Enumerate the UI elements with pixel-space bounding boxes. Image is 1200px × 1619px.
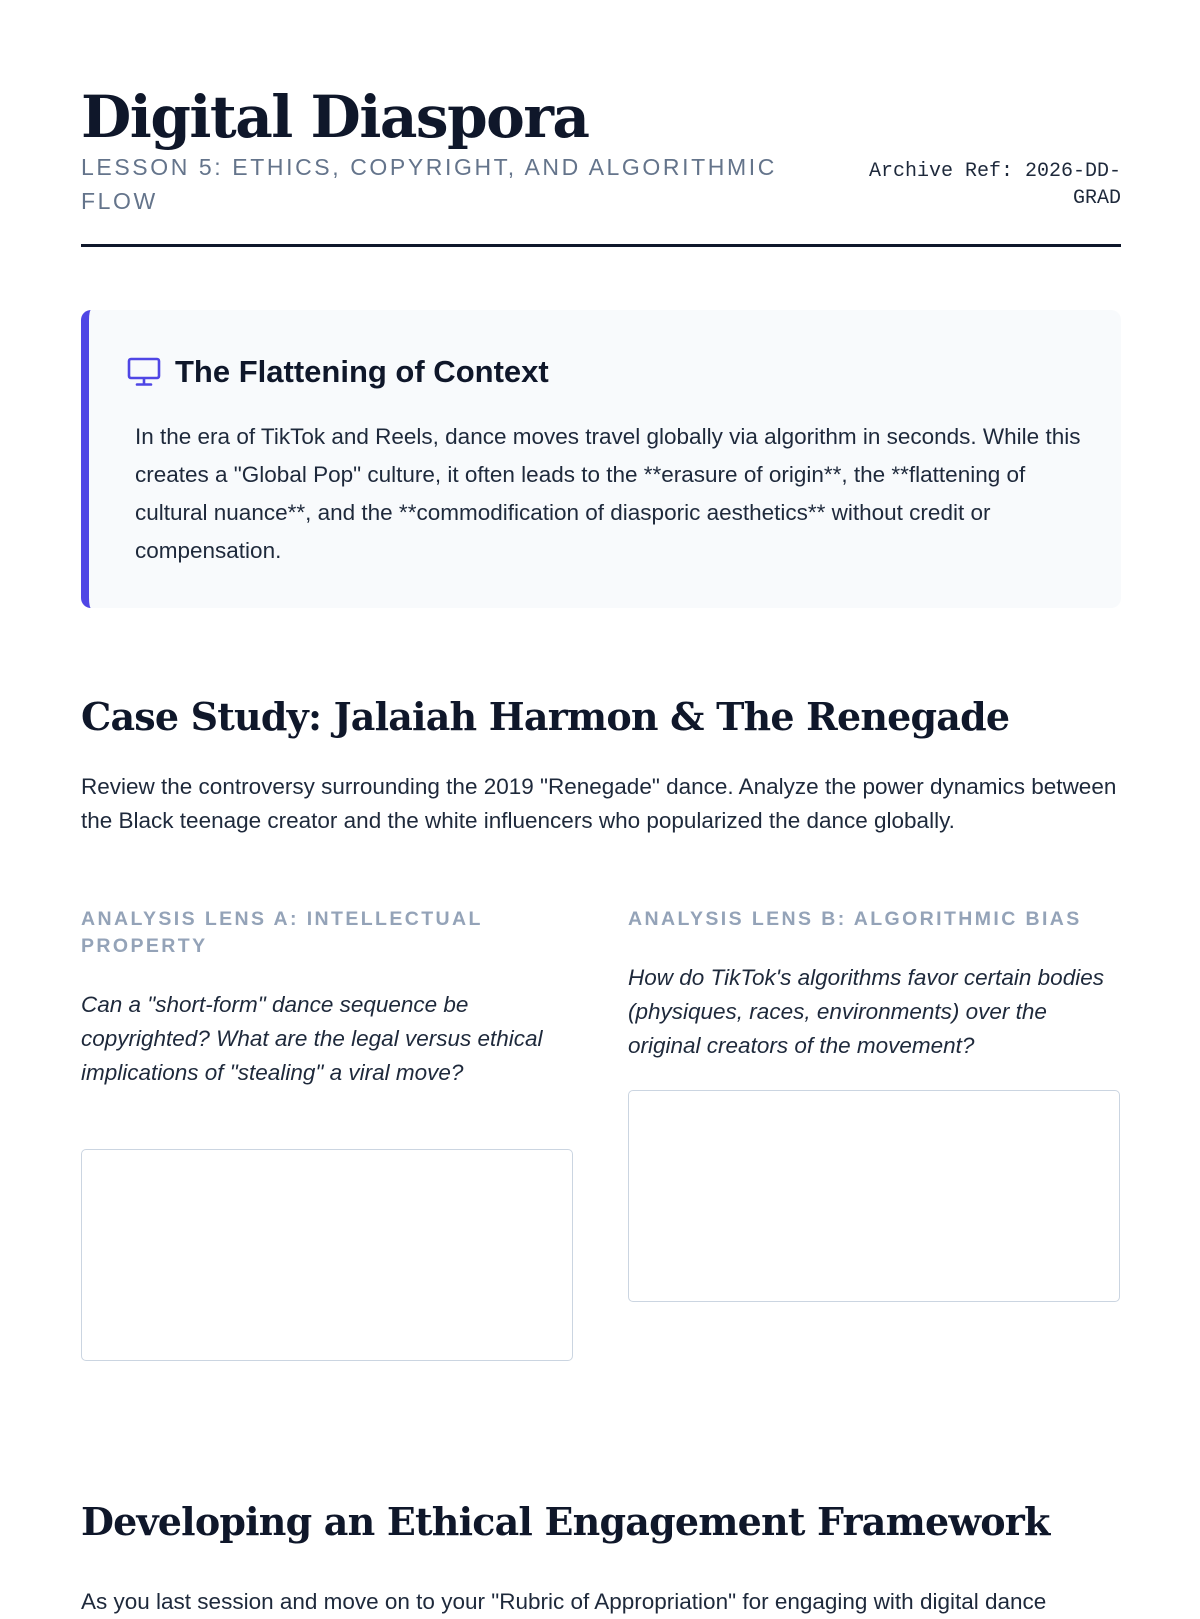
case-study-title: Case Study: Jalaiah Harmon & The Renegade <box>81 694 1010 739</box>
framework-title: Developing an Ethical Engagement Framework <box>81 1499 1050 1544</box>
lesson-subtitle: LESSON 5: ETHICS, COPYRIGHT, AND ALGORITHMIC FLOW <box>81 154 777 214</box>
analysis-lens-b <box>628 906 1120 1063</box>
case-study-body: Review the controversy surrounding the 2019 "Renegade" dance. Analyze the power dynamics between the Black teenage creator and the white influencers who popularized the dance globally. <box>81 774 1117 833</box>
lens-b-question: How do TikTok's algorithms favor certain bodies (physiques, races, environments) over the original creators of the movement? <box>628 965 1104 1058</box>
framework-body: As you last session and move on to your "Rubric of Appropriation" for engaging with digital dance <box>81 1589 1047 1614</box>
context-callout <box>81 310 1121 608</box>
page-header <box>81 82 1121 247</box>
lens-a-answer-box[interactable] <box>81 1149 573 1361</box>
lens-a-label: ANALYSIS LENS A: INTELLECTUAL PROPERTY <box>81 908 483 957</box>
lens-b-answer-box[interactable] <box>628 1090 1120 1302</box>
lens-b-label: ANALYSIS LENS B: ALGORITHMIC BIAS <box>628 908 1082 930</box>
analysis-lens-a <box>81 906 573 1090</box>
callout-body: In the era of TikTok and Reels, dance moves travel globally via algorithm in seconds. While this creates a "Global Pop" culture, it often leads to the **erasure of origin**, the **flattening of cultural nuance**, and the **commodification of diasporic aesthetics** without credit or compensation. <box>135 424 1081 563</box>
lens-a-question: Can a "short-form" dance sequence be copyrighted? What are the legal versus ethical implications of "stealing" a viral move? <box>81 992 543 1085</box>
page-title: Digital Diaspora <box>81 83 589 151</box>
archive-reference: Archive Ref: 2026-DD-GRAD <box>868 160 1121 210</box>
callout-title: The Flattening of Context <box>175 354 549 389</box>
callout-heading <box>127 354 549 390</box>
monitor-icon <box>127 357 161 387</box>
